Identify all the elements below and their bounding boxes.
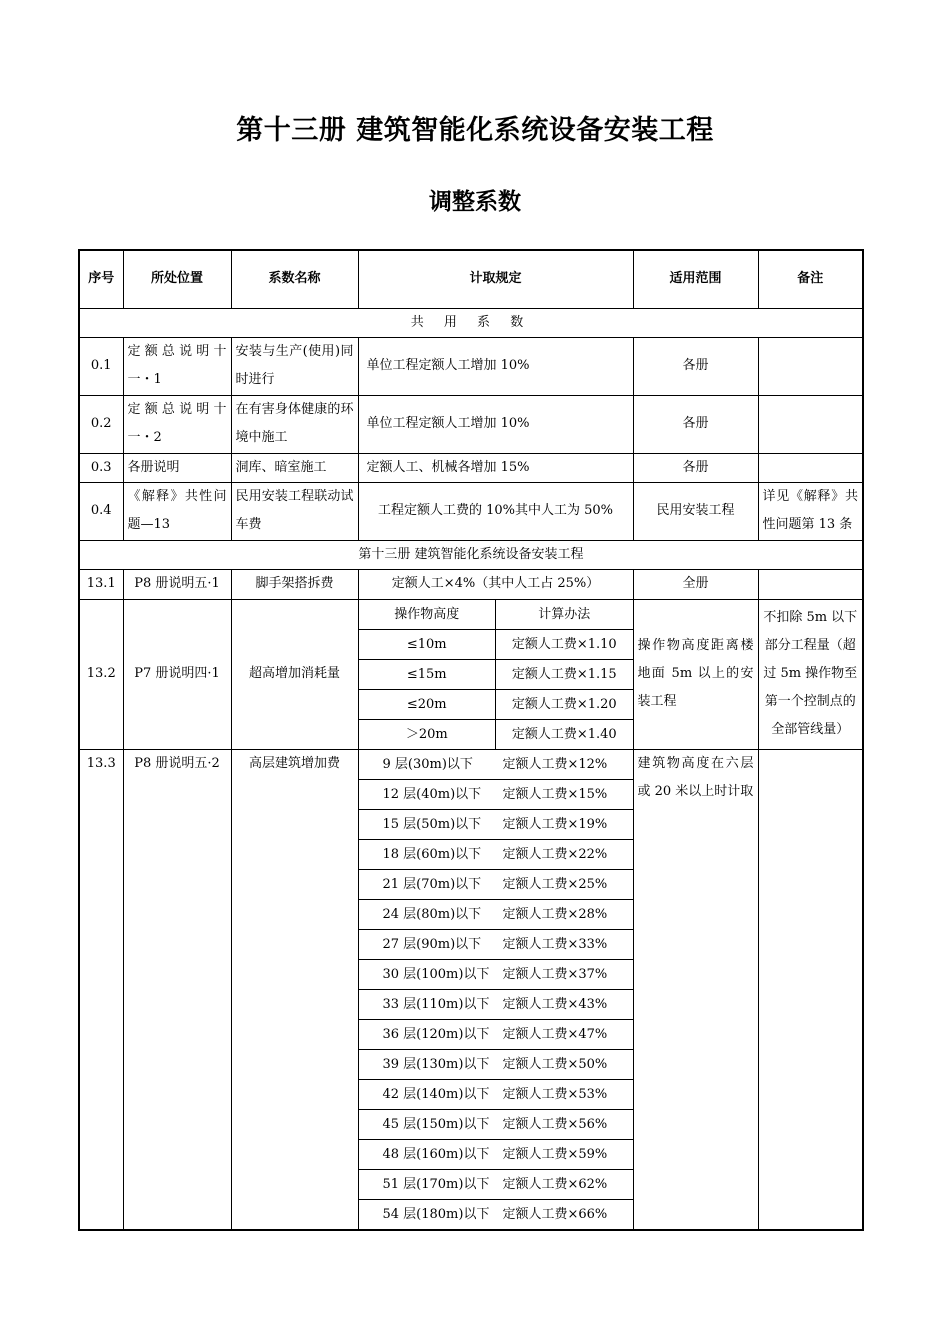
floor-row: [359, 809, 633, 839]
cell-scope: 各册: [633, 395, 758, 453]
cell-note: [758, 749, 863, 1230]
cell-rule-subtable: [358, 599, 633, 749]
sub-header-height: 操作物高度: [359, 600, 496, 630]
cell-note: 不扣除 5m 以下部分工程量（超过 5m 操作物至第一个控制点的全部管线量）: [758, 599, 863, 749]
cell-no: 0.4: [79, 482, 123, 540]
sub-method: 定额人工费×1.10: [496, 629, 633, 659]
floor-cell: [359, 1139, 633, 1169]
header-location: 所处位置: [123, 250, 231, 308]
floor-method: 定额人工费×15%: [502, 786, 608, 802]
floor-cell: [359, 869, 633, 899]
table-row: [79, 453, 863, 482]
cell-no: 13.3: [79, 749, 123, 1230]
floor-cell: [359, 1079, 633, 1109]
section-common-title: 共 用 系 数: [79, 308, 863, 337]
sub-row: [359, 629, 633, 659]
sub-height: ＞20m: [359, 719, 496, 749]
floor-row: [359, 839, 633, 869]
cell-name: 洞库、暗室施工: [231, 453, 358, 482]
floor-method: 定额人工费×19%: [502, 816, 608, 832]
cell-no: 0.3: [79, 453, 123, 482]
cell-rule-subtable: [358, 749, 633, 1230]
sub-header-row: [359, 600, 633, 630]
table-row: [79, 599, 863, 749]
floor-cell: [359, 809, 633, 839]
floor-level: 15 层(50m)以下: [382, 816, 482, 832]
cell-rule: 单位工程定额人工增加 10%: [358, 395, 633, 453]
cell-location: P8 册说明五·1: [123, 569, 231, 599]
floor-row: [359, 1139, 633, 1169]
cell-rule: 工程定额人工费的 10%其中人工为 50%: [358, 482, 633, 540]
floor-row: [359, 929, 633, 959]
cell-name: 脚手架搭拆费: [231, 569, 358, 599]
floor-method: 定额人工费×25%: [502, 876, 608, 892]
sub-row: [359, 719, 633, 749]
floor-cell: [359, 839, 633, 869]
sub-method: 定额人工费×1.40: [496, 719, 633, 749]
cell-scope: 各册: [633, 337, 758, 395]
floor-cell: [359, 899, 633, 929]
cell-scope: 各册: [633, 453, 758, 482]
sub-height: ≤10m: [359, 629, 496, 659]
floor-method: 定额人工费×50%: [502, 1056, 608, 1072]
floor-row: [359, 1199, 633, 1229]
cell-name: 安装与生产(使用)同时进行: [231, 337, 358, 395]
floor-cell: [359, 929, 633, 959]
floor-level: 24 层(80m)以下: [382, 906, 482, 922]
page-title: 第十三册 建筑智能化系统设备安装工程: [236, 115, 714, 146]
floor-row: [359, 989, 633, 1019]
floor-method: 定额人工费×47%: [502, 1026, 608, 1042]
floor-cell: [359, 1109, 633, 1139]
cell-scope: 全册: [633, 569, 758, 599]
cell-location: P7 册说明四·1: [123, 599, 231, 749]
table-row: [79, 482, 863, 540]
header-note: 备注: [758, 250, 863, 308]
cell-no: 0.1: [79, 337, 123, 395]
floor-row: [359, 1169, 633, 1199]
floor-level: 36 层(120m)以下: [382, 1026, 490, 1042]
cell-scope: 操作物高度距离楼地面 5m 以上的安装工程: [633, 599, 758, 749]
page-subtitle: 调整系数: [429, 189, 521, 215]
cell-no: 13.2: [79, 599, 123, 749]
floor-method: 定额人工费×56%: [502, 1116, 608, 1132]
cell-name: 高层建筑增加费: [231, 749, 358, 1230]
cell-scope: 建筑物高度在六层或 20 米以上时计取: [633, 749, 758, 1230]
cell-name: 在有害身体健康的环境中施工: [231, 395, 358, 453]
floor-row: [359, 1049, 633, 1079]
floor-method: 定额人工费×37%: [502, 966, 608, 982]
cell-note: [758, 569, 863, 599]
coefficient-table: [78, 249, 864, 1231]
cell-location: P8 册说明五·2: [123, 749, 231, 1230]
floor-row: [359, 1019, 633, 1049]
table-row: [79, 749, 863, 1230]
floor-cell: [359, 959, 633, 989]
table-row: [79, 337, 863, 395]
floor-level: 30 层(100m)以下: [382, 966, 490, 982]
floor-method: 定额人工费×12%: [502, 756, 608, 772]
floor-level: 42 层(140m)以下: [382, 1086, 490, 1102]
cell-location: 定额总说明十一・1: [123, 337, 231, 395]
floor-cell: [359, 750, 633, 780]
sub-method: 定额人工费×1.15: [496, 659, 633, 689]
cell-note: 详见《解释》共性问题第 13 条: [758, 482, 863, 540]
cell-name: 民用安装工程联动试车费: [231, 482, 358, 540]
header-rule: 计取规定: [358, 250, 633, 308]
cell-no: 0.2: [79, 395, 123, 453]
cell-no: 13.1: [79, 569, 123, 599]
floor-cell: [359, 1199, 633, 1229]
floor-row: [359, 779, 633, 809]
cell-rule: 定额人工×4%（其中人工占 25%）: [358, 569, 633, 599]
header-row: [79, 250, 863, 308]
floor-cell: [359, 779, 633, 809]
height-subtable: [359, 600, 633, 749]
cell-note: [758, 337, 863, 395]
floor-level: 48 层(160m)以下: [382, 1146, 490, 1162]
floor-row: [359, 959, 633, 989]
section-row-volume: [79, 540, 863, 569]
cell-location: 定额总说明十一・2: [123, 395, 231, 453]
table-row: [79, 395, 863, 453]
floor-row: [359, 1079, 633, 1109]
floor-level: 21 层(70m)以下: [382, 876, 482, 892]
section-row-common: [79, 308, 863, 337]
floor-level: 45 层(150m)以下: [382, 1116, 490, 1132]
cell-note: [758, 453, 863, 482]
floor-method: 定额人工费×22%: [502, 846, 608, 862]
sub-height: ≤15m: [359, 659, 496, 689]
floor-cell: [359, 989, 633, 1019]
floor-cell: [359, 1019, 633, 1049]
floor-method: 定额人工费×59%: [502, 1146, 608, 1162]
floor-level: 33 层(110m)以下: [382, 996, 490, 1012]
floor-level: 18 层(60m)以下: [382, 846, 482, 862]
cell-note: [758, 395, 863, 453]
floor-row: [359, 869, 633, 899]
floor-method: 定额人工费×53%: [502, 1086, 608, 1102]
cell-rule: 单位工程定额人工增加 10%: [358, 337, 633, 395]
sub-row: [359, 659, 633, 689]
cell-name: 超高增加消耗量: [231, 599, 358, 749]
floor-level: 39 层(130m)以下: [382, 1056, 490, 1072]
floor-level: 51 层(170m)以下: [382, 1176, 490, 1192]
floor-level: 9 层(30m)以下: [382, 756, 473, 772]
floor-level: 12 层(40m)以下: [382, 786, 482, 802]
floor-row: [359, 750, 633, 780]
floor-level: 54 层(180m)以下: [382, 1206, 490, 1222]
floor-row: [359, 1109, 633, 1139]
floor-cell: [359, 1169, 633, 1199]
floor-subtable: [359, 750, 633, 1229]
header-scope: 适用范围: [633, 250, 758, 308]
floor-method: 定额人工费×66%: [502, 1206, 608, 1222]
floor-method: 定额人工费×33%: [502, 936, 608, 952]
table-row: [79, 569, 863, 599]
floor-level: 27 层(90m)以下: [382, 936, 482, 952]
header-name: 系数名称: [231, 250, 358, 308]
cell-location: 《解释》共性问题—13: [123, 482, 231, 540]
cell-rule: 定额人工、机械各增加 15%: [358, 453, 633, 482]
floor-cell: [359, 1049, 633, 1079]
sub-height: ≤20m: [359, 689, 496, 719]
sub-row: [359, 689, 633, 719]
section-volume-title: 第十三册 建筑智能化系统设备安装工程: [79, 540, 863, 569]
floor-row: [359, 899, 633, 929]
floor-method: 定额人工费×28%: [502, 906, 608, 922]
header-no: 序号: [79, 250, 123, 308]
floor-method: 定额人工费×62%: [502, 1176, 608, 1192]
sub-method: 定额人工费×1.20: [496, 689, 633, 719]
sub-header-method: 计算办法: [496, 600, 633, 630]
cell-scope: 民用安装工程: [633, 482, 758, 540]
cell-location: 各册说明: [123, 453, 231, 482]
floor-method: 定额人工费×43%: [502, 996, 608, 1012]
